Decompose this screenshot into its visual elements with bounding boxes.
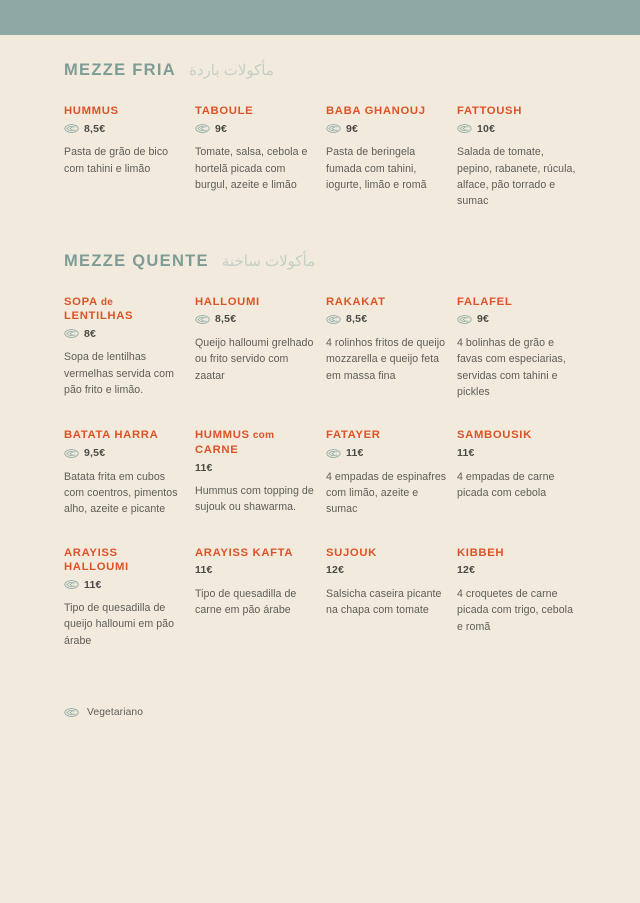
menu-item-row <box>64 295 576 401</box>
leaf-icon <box>457 124 472 133</box>
leaf-icon <box>326 124 341 133</box>
item-price: 11€ <box>346 447 364 460</box>
item-price: 8€ <box>84 327 97 340</box>
item-name: TABOULE <box>195 105 254 117</box>
item-price: 9,5€ <box>84 447 106 460</box>
section-title: MEZZE FRIA <box>64 61 176 79</box>
leaf-icon <box>64 449 79 458</box>
item-price-line <box>195 563 316 578</box>
item-description: Queijo halloumi grelhado ou frito servido com zaatar <box>195 336 314 382</box>
menu-sections <box>64 61 576 649</box>
item-price: 8,5€ <box>346 313 368 326</box>
leaf-icon <box>64 329 79 338</box>
top-accent-bar <box>0 0 640 35</box>
item-price-line <box>64 577 185 592</box>
leaf-icon <box>326 315 341 324</box>
section-header <box>64 252 576 271</box>
item-description: Sopa de lentilhas vermelhas servida com pão frito e limão. <box>64 351 174 397</box>
item-price-line <box>64 446 185 461</box>
item-description: Tipo de quesadilla de carne em pão árabe <box>195 587 297 617</box>
leaf-icon <box>64 708 79 717</box>
item-price-line <box>457 563 578 578</box>
item-description: Salsicha caseira picante na chapa com tomate <box>326 587 442 617</box>
item-price-line <box>195 460 316 475</box>
menu-section <box>64 252 576 650</box>
menu-item[interactable] <box>326 295 457 384</box>
item-price-line <box>457 446 578 461</box>
menu-item[interactable] <box>457 428 588 501</box>
leaf-icon <box>195 315 210 324</box>
legend-label: Vegetariano <box>87 707 144 719</box>
menu-item-row <box>64 546 576 649</box>
leaf-icon <box>64 580 79 589</box>
item-name: HALLOUMI <box>195 295 260 308</box>
item-name: FALAFEL <box>457 295 513 308</box>
item-name: SOPA de LENTILHAS <box>64 295 134 323</box>
item-description: Pasta de grão de bico com tahini e limão <box>64 146 169 175</box>
menu-item[interactable] <box>457 295 588 401</box>
leaf-icon <box>326 449 341 458</box>
item-price: 11€ <box>457 447 475 460</box>
item-name: ARAYISS KAFTA <box>195 546 294 559</box>
item-description: 4 bolinhas de grão e favas com especiarias, servidas com tahini e pickles <box>457 336 566 399</box>
menu-item[interactable] <box>195 104 326 193</box>
item-price: 8,5€ <box>84 122 106 135</box>
legend <box>64 707 576 718</box>
menu-item[interactable] <box>326 104 457 193</box>
item-description: 4 rolinhos fritos de queijo mozzarella e queijo feta em massa fina <box>326 336 446 382</box>
section-title-arabic: مأكولات ساخنة <box>221 252 316 270</box>
leaf-icon <box>457 315 472 324</box>
item-name: BATATA HARRA <box>64 429 159 442</box>
menu-page <box>0 35 640 718</box>
item-description: Pasta de beringela fumada com tahini, iogurte, limão e romã <box>326 146 427 191</box>
menu-item[interactable] <box>457 546 588 635</box>
item-description: 4 croquetes de carne picada com trigo, cebola e romã <box>457 587 574 633</box>
item-price-line <box>326 312 447 327</box>
item-name: RAKAKAT <box>326 295 386 308</box>
item-name: FATAYER <box>326 429 381 442</box>
item-price: 10€ <box>477 122 496 135</box>
item-name: KIBBEH <box>457 546 505 559</box>
item-name: HUMMUS <box>64 105 119 117</box>
item-description: Hummus com topping de sujouk ou shawarma. <box>195 485 314 514</box>
item-price-line <box>457 121 578 136</box>
item-price: 12€ <box>326 564 345 577</box>
item-price: 11€ <box>195 564 213 577</box>
section-title: MEZZE QUENTE <box>64 251 209 270</box>
menu-item[interactable] <box>326 546 457 619</box>
menu-item[interactable] <box>64 546 195 649</box>
item-price: 11€ <box>84 578 102 591</box>
leaf-icon <box>64 124 79 133</box>
menu-item-row <box>64 428 576 517</box>
menu-item[interactable] <box>64 104 195 177</box>
item-name: BABA GHANOUJ <box>326 105 426 117</box>
item-price: 8,5€ <box>215 313 237 326</box>
item-name: SUJOUK <box>326 546 377 559</box>
item-name: FATTOUSH <box>457 105 523 117</box>
item-name: ARAYISS HALLOUMI <box>64 546 129 573</box>
item-description: Tipo de quesadilla de queijo halloumi em pão árabe <box>64 602 175 647</box>
item-price: 11€ <box>195 461 213 474</box>
menu-item[interactable] <box>195 546 326 619</box>
item-price-line <box>64 326 185 341</box>
menu-item[interactable] <box>64 428 195 517</box>
item-description: 4 empadas de espinafres com limão, azeite e sumac <box>326 470 447 516</box>
menu-item[interactable] <box>195 428 326 515</box>
item-price-line <box>326 563 447 578</box>
item-price: 9€ <box>346 122 359 135</box>
item-price: 9€ <box>215 122 228 135</box>
item-description: Batata frita em cubos com coentros, pimentos alho, azeite e picante <box>64 470 178 516</box>
item-name: HUMMUS com CARNE <box>195 429 275 456</box>
item-price-line <box>195 121 316 136</box>
item-name: SAMBOUSIK <box>457 429 532 442</box>
section-header <box>64 61 576 80</box>
item-price: 12€ <box>457 564 476 577</box>
section-title-arabic: مأكولات باردة <box>189 62 274 79</box>
item-price-line <box>326 121 447 136</box>
menu-item[interactable] <box>457 104 588 210</box>
item-description: Tomate, salsa, cebola e hortelã picada com burgul, azeite e limão <box>195 146 308 191</box>
item-description: Salada de tomate, pepino, rabanete, rúcula, alface, pão torrado e sumac <box>457 146 576 208</box>
item-price-line <box>195 312 316 327</box>
item-price-line <box>457 312 578 327</box>
menu-item[interactable] <box>64 295 195 399</box>
item-description: 4 empadas de carne picada com cebola <box>457 470 555 499</box>
item-price-line <box>64 121 185 136</box>
menu-item[interactable] <box>326 428 457 517</box>
item-price-line <box>326 446 447 461</box>
leaf-icon <box>195 124 210 133</box>
item-price: 9€ <box>477 313 490 326</box>
menu-item[interactable] <box>195 295 326 384</box>
menu-section <box>64 61 576 210</box>
menu-item-row <box>64 104 576 210</box>
